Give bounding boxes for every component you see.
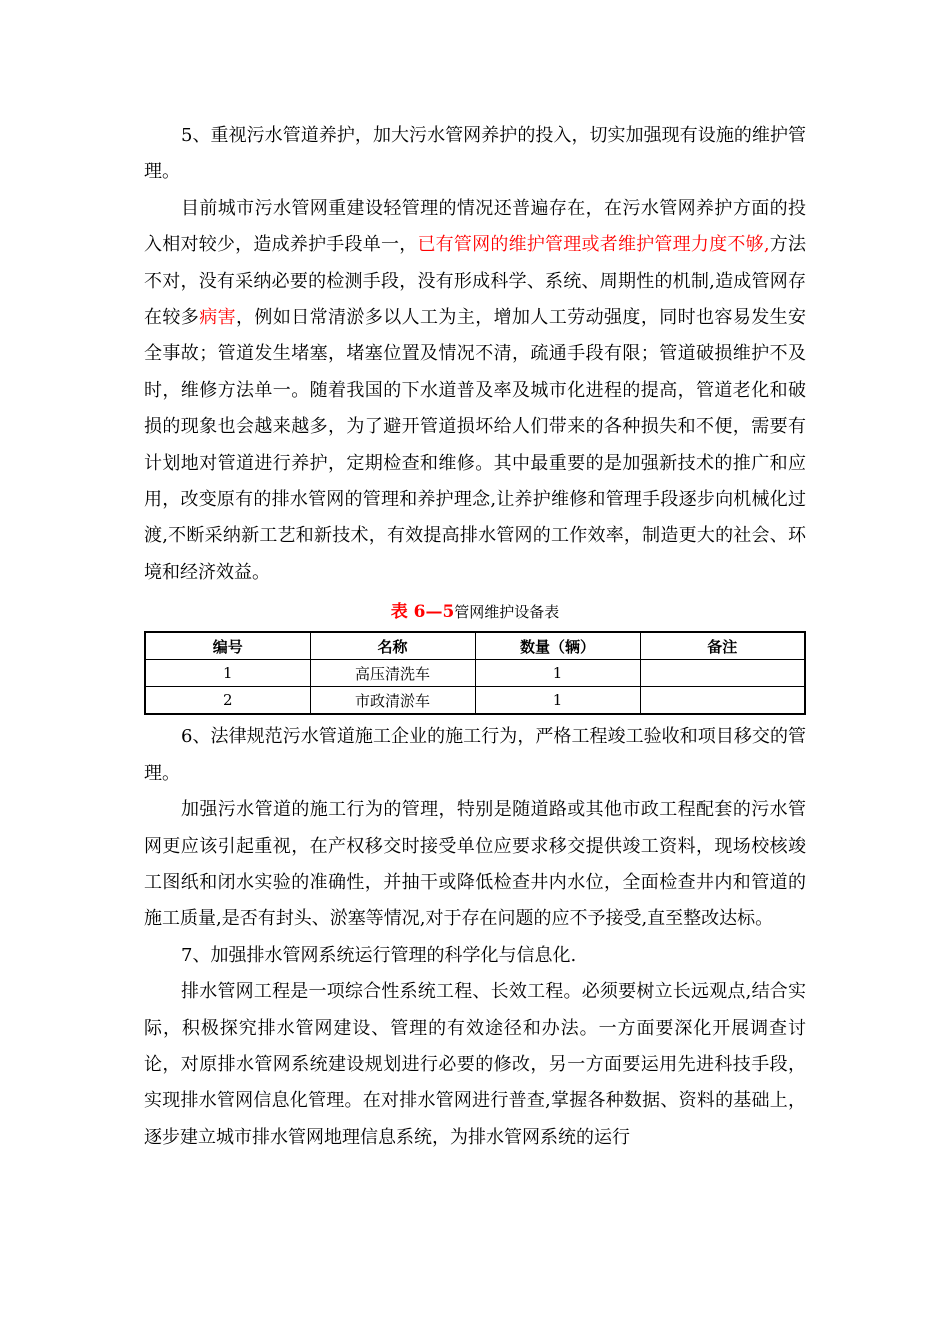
table-cell-name: 高压清洗车 — [310, 660, 475, 687]
section-7-heading: 7、加强排水管网系统运行管理的科学化与信息化. — [181, 944, 577, 966]
table-caption — [144, 602, 806, 622]
table-cell-number: 1 — [145, 660, 310, 687]
table-cell-quantity: 1 — [475, 687, 640, 715]
document-body — [144, 118, 806, 1156]
section-5-heading: 5、重视污水管道养护，加大污水管网养护的投入，切实加强现有设施的维护管理。 — [144, 125, 806, 183]
table-cell-quantity: 1 — [475, 660, 640, 687]
section-5-text-part3: ，例如日常清淤多以人工为主，增加人工劳动强度，同时也容易发生安全事故；管道发生堵塞，堵塞位置及情况不清，疏通手段有限；管道破损维护不及时，维修方法单一。随着我国的下水道普及率及城市化进程的提高，管道老化和破损的现象也会越来越多，为了避开管道损坏给人们带来的各种损失和不便，需要有计划地对管道进行养护，定期检查和维修。其中最重要的是加强新技术的推广和应用，改变原有的排水管网的管理和养护理念,让养护维修和管理手段逐步向机械化过渡,不断采纳新工艺和新技术，有效提高排水管网的工作效率，制造更大的社会、环境和经济效益。 — [144, 307, 807, 583]
table-header-row — [145, 632, 805, 660]
section-5-paragraph — [144, 191, 806, 591]
table-caption-text: 管网维护设备表 — [454, 603, 560, 622]
header-cell-name: 名称 — [310, 632, 475, 660]
section-5-red-text-2: 病害 — [199, 307, 237, 329]
section-5-text-part1: 目前城市污水管网重建设轻管理的情况还普遍存在，在污水管网养护方面的投入相对较少，造成养护手段单一， — [144, 197, 806, 256]
table-caption-label: 表 6—5 — [390, 602, 455, 623]
table-cell-name: 市政清淤车 — [310, 687, 475, 715]
equipment-table — [144, 631, 806, 715]
table-row — [145, 687, 805, 715]
table-cell-remark — [640, 687, 805, 715]
header-cell-quantity: 数量（辆） — [475, 632, 640, 660]
table-cell-number: 2 — [145, 687, 310, 715]
table-row — [145, 660, 805, 687]
section-7-paragraph: 排水管网工程是一项综合性系统工程、长效工程。必须要树立长远观点,结合实际，积极探究排水管网建设、管理的有效途径和办法。一方面要深化开展调查讨论，对原排水管网系统建设规划进行必要的修改，另一方面要运用先进科技手段，实现排水管网信息化管理。在对排水管网进行普查,掌握各种数据、资料的基础上，逐步建立城市排水管网地理信息系统，为排水管网系统的运行 — [144, 981, 806, 1148]
section-5-red-text-1: 已有管网的维护管理或者维护管理力度不够, — [417, 234, 770, 256]
section-6-heading: 6、法律规范污水管道施工企业的施工行为，严格工程竣工验收和项目移交的管理。 — [144, 726, 806, 784]
table-cell-remark — [640, 660, 805, 687]
header-cell-remark: 备注 — [640, 632, 805, 660]
section-5-text-part2: 方法不对，没有采纳必要的检测手段，没有形成科学、系统、周期性的机制,造成管网存在较多 — [144, 234, 807, 329]
header-cell-number: 编号 — [145, 632, 310, 660]
section-6-paragraph: 加强污水管道的施工行为的管理，特别是随道路或其他市政工程配套的污水管网更应该引起重视，在产权移交时接受单位应要求移交提供竣工资料，现场校核竣工图纸和闭水实验的准确性，并抽干或降低检查井内水位，全面检查井内和管道的施工质量,是否有封头、淤塞等情况,对于存在问题的应不予接受,直至整改达标。 — [144, 799, 806, 930]
